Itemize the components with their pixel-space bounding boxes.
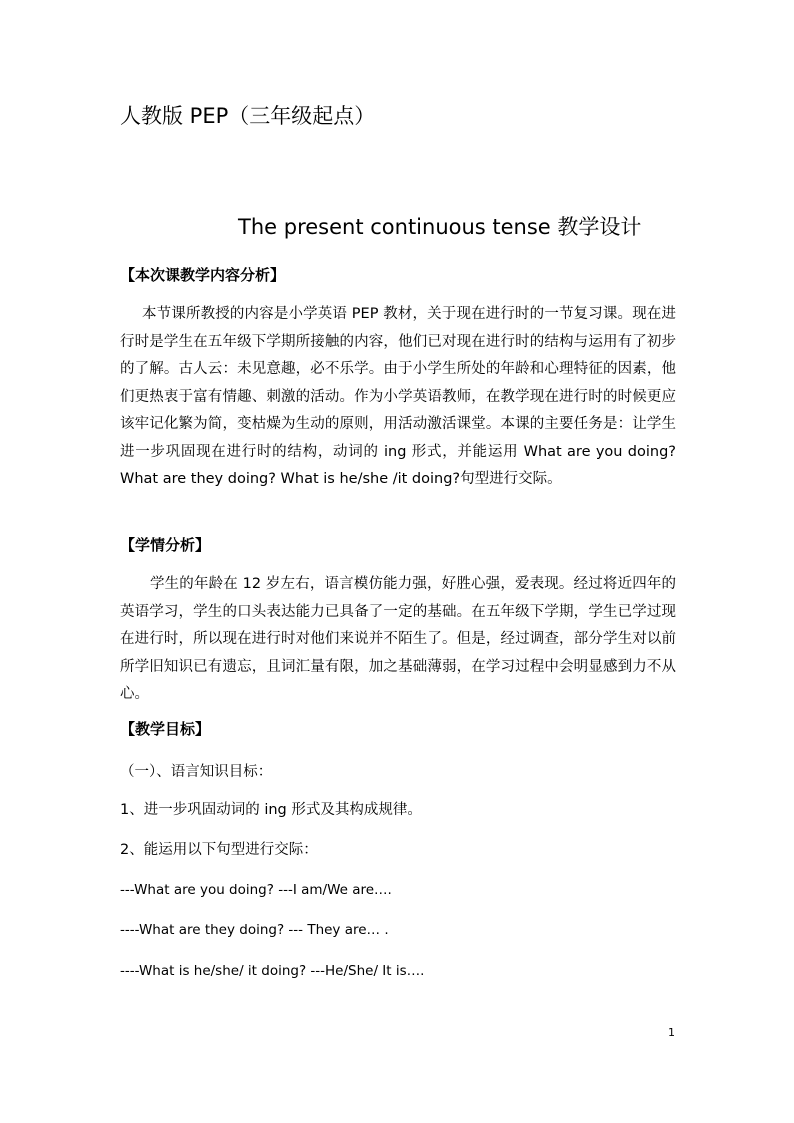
content-analysis-paragraph: 本节课所教授的内容是小学英语 PEP 教材，关于现在进行时的一节复习课。现在进行时是学生在五年级下学期所接触的内容，他们已对现在进行时的结构与运用有了初步的了解。古人云：未见意趣，必不乐学。由于小学生所处的年龄和心理特征的因素，他们更热衷于富有情趣、刺激的活动。作为小学英语教师，在教学现在进行时的时候更应该牢记化繁为简，变枯燥为生动的原则，用活动激活课堂。本课的主要任务是：让学生进一步巩固现在进行时的结构，动词的 ing 形式，并能运用 What are you doing? What are they doing? What is he/she /it doing?句型进行交际。 <box>120 306 676 487</box>
dialogue-line: ----What is he/she/ it doing? ---He/She/ It is…. <box>120 963 425 979</box>
student-analysis-paragraph: 学生的年龄在 12 岁左右，语言模仿能力强，好胜心强，爱表现。经过将近四年的英语学习，学生的口头表达能力已具备了一定的基础。在五年级下学期，学生已学过现在进行时，所以现在进行时对他们来说并不陌生了。但是，经过调查，部分学生对以前所学旧知识已有遗忘，且词汇量有限，加之基础薄弱，在学习过程中会明显感到力不从心。 <box>120 576 676 702</box>
language-knowledge-subheading: （一）、语言知识目标： <box>120 764 273 780</box>
page-number: 1 <box>668 1026 675 1039</box>
goal-item: 2、能运用以下句型进行交际： <box>120 842 318 858</box>
edition-label: 人教版 PEP（三年级起点） <box>120 104 376 128</box>
section-heading-teaching-goals: 【教学目标】 <box>120 720 211 738</box>
document-title: The present continuous tense 教学设计 <box>238 215 642 239</box>
goal-item: 1、进一步巩固动词的 ing 形式及其构成规律。 <box>120 802 422 818</box>
dialogue-line: ---What are you doing? ---I am/We are…. <box>120 882 392 898</box>
dialogue-line: ----What are they doing? --- They are… . <box>120 922 389 938</box>
section-heading-student-analysis: 【学情分析】 <box>120 536 211 554</box>
section-heading-content-analysis: 【本次课教学内容分析】 <box>120 266 286 284</box>
